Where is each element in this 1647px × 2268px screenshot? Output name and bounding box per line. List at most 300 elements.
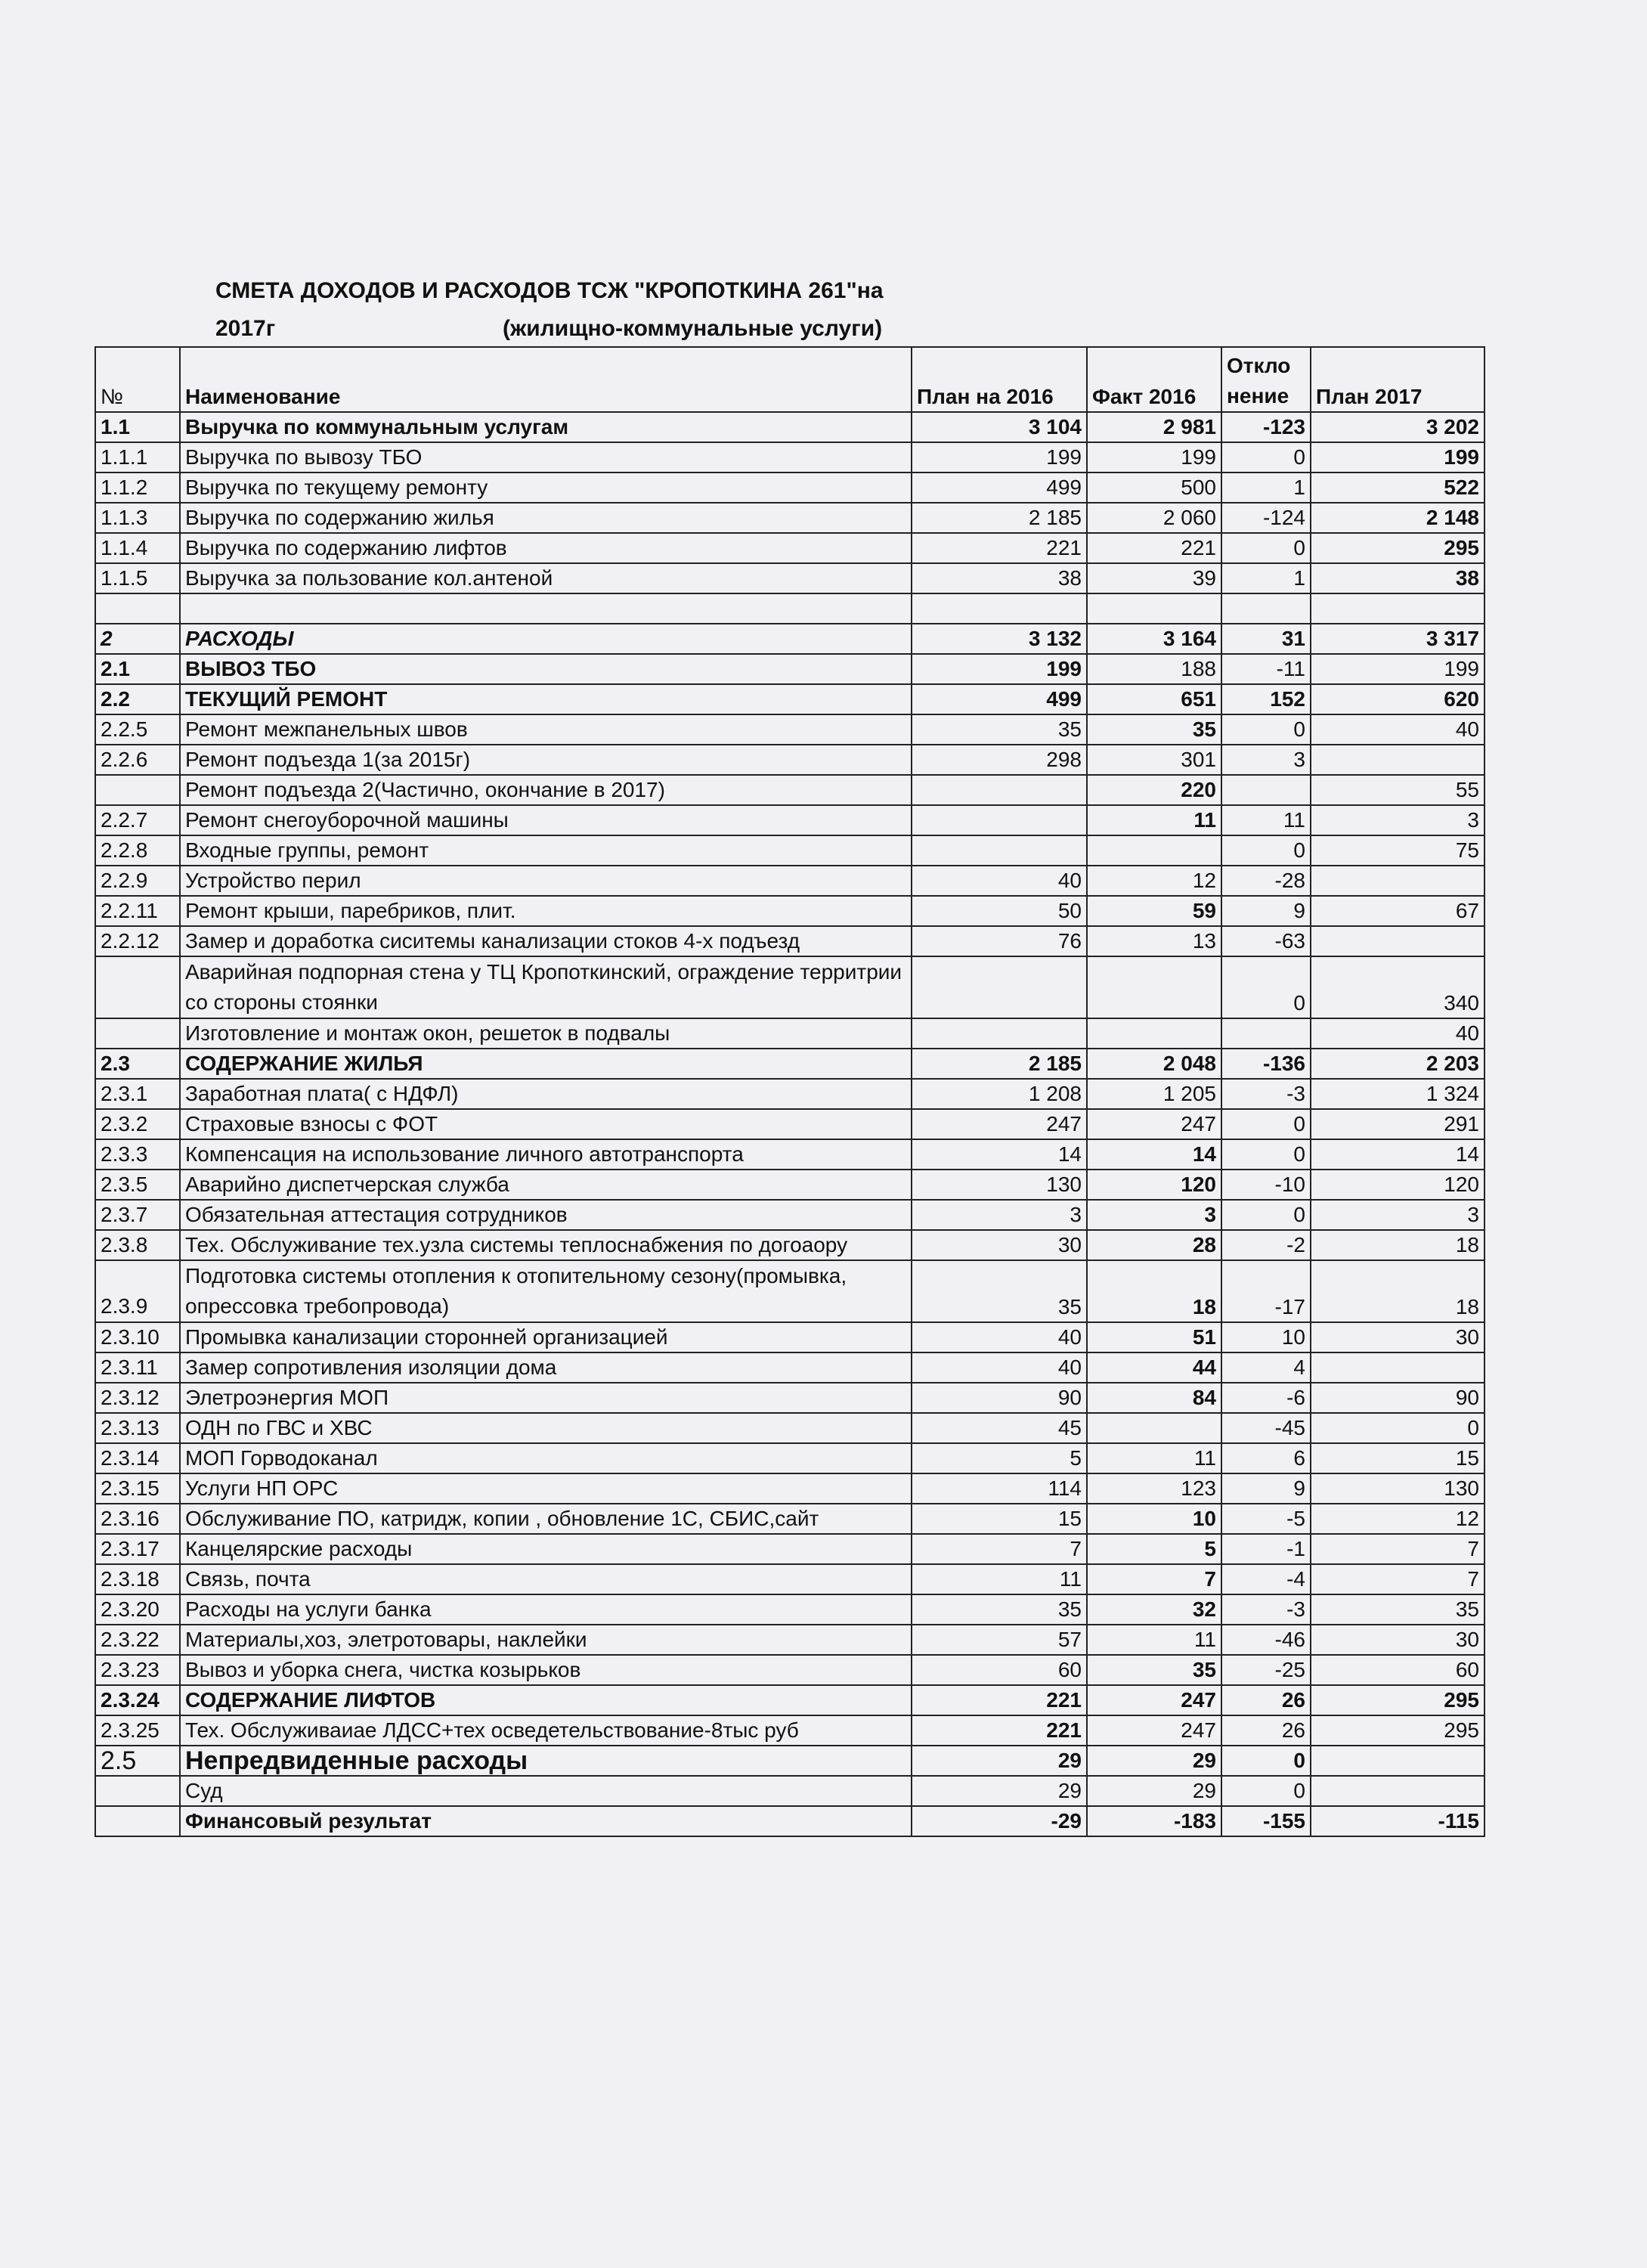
cell-dev: 11 xyxy=(1221,805,1311,835)
table-row xyxy=(95,1625,1484,1655)
cell-fact16: 18 xyxy=(1087,1260,1221,1322)
cell-plan17: 15 xyxy=(1311,1443,1484,1473)
table-row xyxy=(95,956,1484,1018)
cell-plan17: 291 xyxy=(1311,1109,1484,1139)
cell-name: Выручка по текущему ремонту xyxy=(180,472,912,503)
cell-plan16: 1 208 xyxy=(912,1079,1087,1109)
cell-plan16: 76 xyxy=(912,926,1087,956)
table-row xyxy=(95,775,1484,805)
cell-plan17: 1 324 xyxy=(1311,1079,1484,1109)
cell-plan17: 18 xyxy=(1311,1260,1484,1322)
cell-no: 2.3.11 xyxy=(95,1352,180,1383)
table-row xyxy=(95,866,1484,896)
cell-name: Суд xyxy=(180,1776,912,1806)
cell-fact16: 247 xyxy=(1087,1685,1221,1715)
cell-fact16: 11 xyxy=(1087,1625,1221,1655)
cell-name: Выручка за пользование кол.антеной xyxy=(180,563,912,593)
cell-fact16: 51 xyxy=(1087,1322,1221,1352)
cell-fact16: 28 xyxy=(1087,1230,1221,1260)
table-row xyxy=(95,1413,1484,1443)
cell-name: Элетроэнергия МОП xyxy=(180,1383,912,1413)
cell-dev: 0 xyxy=(1221,533,1311,563)
cell-dev: 1 xyxy=(1221,472,1311,503)
cell-dev xyxy=(1221,593,1311,624)
cell-dev xyxy=(1221,775,1311,805)
cell-dev: -3 xyxy=(1221,1079,1311,1109)
cell-plan16: -29 xyxy=(912,1806,1087,1836)
cell-no: 2.3.14 xyxy=(95,1443,180,1473)
cell-no: 2.3.17 xyxy=(95,1534,180,1564)
cell-no xyxy=(95,956,180,1018)
cell-plan17: 620 xyxy=(1311,684,1484,714)
cell-plan16: 50 xyxy=(912,896,1087,926)
cell-no: 2.3.5 xyxy=(95,1170,180,1200)
cell-plan16: 29 xyxy=(912,1776,1087,1806)
cell-dev: 0 xyxy=(1221,714,1311,745)
table-row xyxy=(95,926,1484,956)
cell-name: Канцелярские расходы xyxy=(180,1534,912,1564)
cell-no xyxy=(95,593,180,624)
cell-no: 1.1.5 xyxy=(95,563,180,593)
cell-plan16: 7 xyxy=(912,1534,1087,1564)
table-row xyxy=(95,1715,1484,1746)
cell-plan17: 522 xyxy=(1311,472,1484,503)
cell-no: 2.3.8 xyxy=(95,1230,180,1260)
cell-plan17 xyxy=(1311,1352,1484,1383)
cell-plan16: 3 xyxy=(912,1200,1087,1230)
cell-name xyxy=(180,593,912,624)
cell-plan16: 90 xyxy=(912,1383,1087,1413)
cell-no: 2.3 xyxy=(95,1049,180,1079)
cell-dev: 9 xyxy=(1221,1473,1311,1504)
cell-plan17 xyxy=(1311,866,1484,896)
cell-no xyxy=(95,1018,180,1049)
table-row xyxy=(95,1564,1484,1594)
cell-dev: 0 xyxy=(1221,1746,1311,1776)
cell-no: 2.3.18 xyxy=(95,1564,180,1594)
cell-fact16: 1 205 xyxy=(1087,1079,1221,1109)
cell-plan17: 120 xyxy=(1311,1170,1484,1200)
cell-fact16 xyxy=(1087,1018,1221,1049)
cell-dev: 3 xyxy=(1221,745,1311,775)
cell-plan17: 40 xyxy=(1311,1018,1484,1049)
cell-no: 2.3.9 xyxy=(95,1260,180,1322)
cell-fact16: 220 xyxy=(1087,775,1221,805)
cell-name: Ремонт подъезда 2(Частично, окончание в 2017) xyxy=(180,775,912,805)
cell-plan17: 55 xyxy=(1311,775,1484,805)
cell-plan17: 340 xyxy=(1311,956,1484,1018)
cell-dev: -11 xyxy=(1221,654,1311,684)
table-row xyxy=(95,442,1484,472)
cell-dev: 0 xyxy=(1221,835,1311,866)
cell-name: Ремонт межпанельных швов xyxy=(180,714,912,745)
cell-no: 2.3.2 xyxy=(95,1109,180,1139)
cell-dev: 6 xyxy=(1221,1443,1311,1473)
cell-plan17 xyxy=(1311,745,1484,775)
cell-dev: -5 xyxy=(1221,1504,1311,1534)
cell-plan16: 11 xyxy=(912,1564,1087,1594)
cell-fact16: 12 xyxy=(1087,866,1221,896)
table-row xyxy=(95,1260,1484,1322)
table-row xyxy=(95,896,1484,926)
cell-name: Обязательная аттестация сотрудников xyxy=(180,1200,912,1230)
cell-plan16: 38 xyxy=(912,563,1087,593)
table-row xyxy=(95,1018,1484,1049)
table-row xyxy=(95,563,1484,593)
table-row xyxy=(95,714,1484,745)
cell-no: 2.3.16 xyxy=(95,1504,180,1534)
cell-plan17 xyxy=(1311,926,1484,956)
table-row xyxy=(95,1534,1484,1564)
table-row xyxy=(95,805,1484,835)
cell-name: Тех. Обслуживание тех.узла системы теплоснабжения по догоаору xyxy=(180,1230,912,1260)
cell-plan17: 60 xyxy=(1311,1655,1484,1685)
cell-no: 2.2.12 xyxy=(95,926,180,956)
cell-dev: 0 xyxy=(1221,1109,1311,1139)
cell-name: Выручка по содержанию лифтов xyxy=(180,533,912,563)
cell-dev: 0 xyxy=(1221,442,1311,472)
cell-name: Ремонт снегоуборочной машины xyxy=(180,805,912,835)
cell-plan16: 40 xyxy=(912,866,1087,896)
cell-no: 2 xyxy=(95,624,180,654)
cell-no: 2.3.23 xyxy=(95,1655,180,1685)
cell-dev: -46 xyxy=(1221,1625,1311,1655)
cell-plan16: 14 xyxy=(912,1139,1087,1170)
cell-name: Устройство перил xyxy=(180,866,912,896)
cell-name: Изготовление и монтаж окон, решеток в подвалы xyxy=(180,1018,912,1049)
cell-plan17: 3 xyxy=(1311,1200,1484,1230)
cell-plan17: 7 xyxy=(1311,1564,1484,1594)
cell-fact16: 2 048 xyxy=(1087,1049,1221,1079)
cell-no: 2.3.20 xyxy=(95,1594,180,1625)
table-row xyxy=(95,1806,1484,1836)
cell-no: 2.2.6 xyxy=(95,745,180,775)
table-row xyxy=(95,412,1484,442)
cell-plan16: 499 xyxy=(912,684,1087,714)
cell-no: 2.3.15 xyxy=(95,1473,180,1504)
cell-plan17 xyxy=(1311,1746,1484,1776)
cell-name: Ремонт крыши, паребриков, плит. xyxy=(180,896,912,926)
cell-name: Компенсация на использование личного автотранспорта xyxy=(180,1139,912,1170)
document-title: СМЕТА ДОХОДОВ И РАСХОДОВ ТСЖ "КРОПОТКИНА 261"на xyxy=(215,278,884,303)
table-row xyxy=(95,1170,1484,1200)
cell-plan16: 40 xyxy=(912,1352,1087,1383)
cell-plan16: 130 xyxy=(912,1170,1087,1200)
cell-no: 2.2.7 xyxy=(95,805,180,835)
cell-plan16 xyxy=(912,956,1087,1018)
cell-no: 2.3.12 xyxy=(95,1383,180,1413)
cell-plan17: 12 xyxy=(1311,1504,1484,1534)
cell-plan17: 30 xyxy=(1311,1625,1484,1655)
cell-name: МОП Горводоканал xyxy=(180,1443,912,1473)
cell-fact16: 3 xyxy=(1087,1200,1221,1230)
cell-plan17 xyxy=(1311,1776,1484,1806)
header-name: Наименование xyxy=(180,347,912,412)
cell-plan16: 499 xyxy=(912,472,1087,503)
cell-name: Расходы на услуги банка xyxy=(180,1594,912,1625)
cell-plan17: 90 xyxy=(1311,1383,1484,1413)
cell-plan17: 30 xyxy=(1311,1322,1484,1352)
cell-fact16 xyxy=(1087,956,1221,1018)
cell-plan16: 221 xyxy=(912,1715,1087,1746)
cell-plan16: 114 xyxy=(912,1473,1087,1504)
cell-plan17: 3 xyxy=(1311,805,1484,835)
cell-plan16: 3 104 xyxy=(912,412,1087,442)
cell-name: Ремонт подъезда 1(за 2015г) xyxy=(180,745,912,775)
header-fact-2016: Факт 2016 xyxy=(1087,347,1221,412)
cell-plan16: 2 185 xyxy=(912,1049,1087,1079)
cell-name: ТЕКУЩИЙ РЕМОНТ xyxy=(180,684,912,714)
cell-no: 1.1.1 xyxy=(95,442,180,472)
table-row xyxy=(95,472,1484,503)
cell-fact16: 301 xyxy=(1087,745,1221,775)
header-plan-2016: План на 2016 xyxy=(912,347,1087,412)
cell-fact16: 84 xyxy=(1087,1383,1221,1413)
cell-fact16: 2 981 xyxy=(1087,412,1221,442)
cell-plan16: 30 xyxy=(912,1230,1087,1260)
cell-plan16 xyxy=(912,775,1087,805)
budget-table xyxy=(94,346,1485,1837)
cell-name: Промывка канализации сторонней организацией xyxy=(180,1322,912,1352)
table-row xyxy=(95,1655,1484,1685)
cell-plan17: 38 xyxy=(1311,563,1484,593)
cell-name: Выручка по содержанию жилья xyxy=(180,503,912,533)
cell-fact16: 3 164 xyxy=(1087,624,1221,654)
cell-fact16: 39 xyxy=(1087,563,1221,593)
table-row xyxy=(95,1322,1484,1352)
table-header-row xyxy=(95,347,1484,412)
cell-fact16: 7 xyxy=(1087,1564,1221,1594)
cell-plan17: 14 xyxy=(1311,1139,1484,1170)
cell-plan17: 3 317 xyxy=(1311,624,1484,654)
cell-no: 2.3.10 xyxy=(95,1322,180,1352)
cell-plan16: 3 132 xyxy=(912,624,1087,654)
cell-no: 2.5 xyxy=(95,1746,180,1776)
cell-name: Вывоз и уборка снега, чистка козырьков xyxy=(180,1655,912,1685)
cell-fact16: 199 xyxy=(1087,442,1221,472)
cell-dev: 26 xyxy=(1221,1715,1311,1746)
header-deviation: Откло нение xyxy=(1221,347,1311,412)
cell-dev: -17 xyxy=(1221,1260,1311,1322)
cell-fact16: 44 xyxy=(1087,1352,1221,1383)
cell-dev: -155 xyxy=(1221,1806,1311,1836)
cell-dev: 0 xyxy=(1221,1776,1311,1806)
cell-fact16: 29 xyxy=(1087,1746,1221,1776)
cell-no: 2.2.5 xyxy=(95,714,180,745)
cell-name: Подготовка системы отопления к отопительному сезону(промывка, опрессовка требопровода) xyxy=(180,1260,912,1322)
cell-plan16: 199 xyxy=(912,654,1087,684)
table-row xyxy=(95,1776,1484,1806)
table-row xyxy=(95,503,1484,533)
table-row xyxy=(95,1473,1484,1504)
cell-no xyxy=(95,775,180,805)
table-row xyxy=(95,1352,1484,1383)
cell-dev: -28 xyxy=(1221,866,1311,896)
cell-plan16: 60 xyxy=(912,1655,1087,1685)
cell-fact16: 35 xyxy=(1087,1655,1221,1685)
cell-fact16: 11 xyxy=(1087,805,1221,835)
table-row xyxy=(95,1079,1484,1109)
cell-plan16: 247 xyxy=(912,1109,1087,1139)
cell-plan17: 7 xyxy=(1311,1534,1484,1564)
cell-no: 1.1.3 xyxy=(95,503,180,533)
cell-fact16: 29 xyxy=(1087,1776,1221,1806)
cell-dev: 9 xyxy=(1221,896,1311,926)
cell-name: Выручка по вывозу ТБО xyxy=(180,442,912,472)
cell-plan16: 5 xyxy=(912,1443,1087,1473)
table-row xyxy=(95,1383,1484,1413)
cell-name: ОДН по ГВС и ХВС xyxy=(180,1413,912,1443)
cell-fact16: 35 xyxy=(1087,714,1221,745)
cell-no xyxy=(95,1776,180,1806)
cell-dev: 4 xyxy=(1221,1352,1311,1383)
cell-plan16: 29 xyxy=(912,1746,1087,1776)
document-subtitle: (жилищно-коммунальные услуги) xyxy=(503,316,883,341)
document-title-year: 2017г xyxy=(215,316,276,341)
cell-no: 2.3.24 xyxy=(95,1685,180,1715)
cell-plan16: 221 xyxy=(912,533,1087,563)
table-row xyxy=(95,1685,1484,1715)
cell-fact16: 11 xyxy=(1087,1443,1221,1473)
cell-no: 2.3.22 xyxy=(95,1625,180,1655)
table-row xyxy=(95,1504,1484,1534)
cell-fact16: 13 xyxy=(1087,926,1221,956)
header-no: № xyxy=(95,347,180,412)
cell-fact16: 500 xyxy=(1087,472,1221,503)
table-row xyxy=(95,593,1484,624)
cell-plan16 xyxy=(912,1018,1087,1049)
cell-plan17: 2 203 xyxy=(1311,1049,1484,1079)
cell-fact16 xyxy=(1087,1413,1221,1443)
cell-name: Обслуживание ПО, катридж, копии , обновление 1С, СБИС,сайт xyxy=(180,1504,912,1534)
cell-no: 2.2.11 xyxy=(95,896,180,926)
cell-fact16 xyxy=(1087,593,1221,624)
cell-plan17: 199 xyxy=(1311,442,1484,472)
cell-plan17: 0 xyxy=(1311,1413,1484,1443)
cell-fact16: 5 xyxy=(1087,1534,1221,1564)
cell-plan17: 295 xyxy=(1311,1715,1484,1746)
cell-no: 1.1.4 xyxy=(95,533,180,563)
cell-no: 2.2.8 xyxy=(95,835,180,866)
cell-no: 1.1.2 xyxy=(95,472,180,503)
cell-name: Страховые взносы с ФОТ xyxy=(180,1109,912,1139)
cell-dev: -124 xyxy=(1221,503,1311,533)
cell-plan17: 3 202 xyxy=(1311,412,1484,442)
cell-no: 2.1 xyxy=(95,654,180,684)
cell-dev: -136 xyxy=(1221,1049,1311,1079)
cell-fact16: 10 xyxy=(1087,1504,1221,1534)
table-row xyxy=(95,654,1484,684)
cell-dev: -1 xyxy=(1221,1534,1311,1564)
cell-plan17: 75 xyxy=(1311,835,1484,866)
cell-name: Непредвиденные расходы xyxy=(180,1746,912,1776)
cell-name: Тех. Обслуживаиае ЛДСС+тех осведетельствование-8тыс руб xyxy=(180,1715,912,1746)
cell-fact16: 247 xyxy=(1087,1715,1221,1746)
table-row xyxy=(95,1746,1484,1776)
cell-name: Замер сопротивления изоляции дома xyxy=(180,1352,912,1383)
cell-plan17: 295 xyxy=(1311,1685,1484,1715)
cell-fact16: 123 xyxy=(1087,1473,1221,1504)
cell-no: 2.3.7 xyxy=(95,1200,180,1230)
cell-plan17: 35 xyxy=(1311,1594,1484,1625)
cell-name: Заработная плата( с НДФЛ) xyxy=(180,1079,912,1109)
cell-dev: 31 xyxy=(1221,624,1311,654)
cell-name: СОДЕРЖАНИЕ ЛИФТОВ xyxy=(180,1685,912,1715)
cell-no: 2.3.3 xyxy=(95,1139,180,1170)
cell-dev: -10 xyxy=(1221,1170,1311,1200)
cell-plan16: 35 xyxy=(912,1594,1087,1625)
table-row xyxy=(95,1230,1484,1260)
cell-dev: 152 xyxy=(1221,684,1311,714)
cell-dev: 10 xyxy=(1221,1322,1311,1352)
cell-dev: -6 xyxy=(1221,1383,1311,1413)
cell-dev: -4 xyxy=(1221,1564,1311,1594)
cell-dev: -123 xyxy=(1221,412,1311,442)
cell-dev: 0 xyxy=(1221,956,1311,1018)
cell-fact16: 59 xyxy=(1087,896,1221,926)
table-row xyxy=(95,1109,1484,1139)
cell-dev xyxy=(1221,1018,1311,1049)
cell-dev: -2 xyxy=(1221,1230,1311,1260)
cell-fact16: 2 060 xyxy=(1087,503,1221,533)
cell-no: 2.3.25 xyxy=(95,1715,180,1746)
cell-fact16: 120 xyxy=(1087,1170,1221,1200)
cell-dev: -3 xyxy=(1221,1594,1311,1625)
cell-plan16: 45 xyxy=(912,1413,1087,1443)
cell-plan17 xyxy=(1311,593,1484,624)
cell-plan16 xyxy=(912,835,1087,866)
cell-dev: -63 xyxy=(1221,926,1311,956)
cell-dev: 1 xyxy=(1221,563,1311,593)
cell-name: Материалы,хоз, элетротовары, наклейки xyxy=(180,1625,912,1655)
cell-dev: -25 xyxy=(1221,1655,1311,1685)
cell-name: Аварийная подпорная стена у ТЦ Кропоткинский, ограждение территрии со стороны стоянки xyxy=(180,956,912,1018)
cell-no xyxy=(95,1806,180,1836)
table-row xyxy=(95,835,1484,866)
header-plan-2017: План 2017 xyxy=(1311,347,1484,412)
cell-plan16: 199 xyxy=(912,442,1087,472)
cell-name: Входные группы, ремонт xyxy=(180,835,912,866)
table-row xyxy=(95,1139,1484,1170)
cell-plan16 xyxy=(912,805,1087,835)
cell-plan16: 35 xyxy=(912,714,1087,745)
cell-plan16 xyxy=(912,593,1087,624)
cell-dev: 26 xyxy=(1221,1685,1311,1715)
cell-plan16: 57 xyxy=(912,1625,1087,1655)
cell-plan17: 2 148 xyxy=(1311,503,1484,533)
cell-dev: 0 xyxy=(1221,1139,1311,1170)
cell-plan17: 40 xyxy=(1311,714,1484,745)
cell-plan17: 295 xyxy=(1311,533,1484,563)
cell-name: Финансовый результат xyxy=(180,1806,912,1836)
cell-no: 2.2 xyxy=(95,684,180,714)
table-row xyxy=(95,533,1484,563)
cell-dev: -45 xyxy=(1221,1413,1311,1443)
cell-fact16: 32 xyxy=(1087,1594,1221,1625)
cell-plan17: 67 xyxy=(1311,896,1484,926)
cell-name: Выручка по коммунальным услугам xyxy=(180,412,912,442)
cell-fact16: 14 xyxy=(1087,1139,1221,1170)
cell-fact16: 188 xyxy=(1087,654,1221,684)
cell-plan16: 35 xyxy=(912,1260,1087,1322)
cell-fact16: 221 xyxy=(1087,533,1221,563)
cell-plan16: 298 xyxy=(912,745,1087,775)
cell-fact16: 651 xyxy=(1087,684,1221,714)
table-row xyxy=(95,624,1484,654)
cell-name: Услуги НП ОРС xyxy=(180,1473,912,1504)
cell-plan16: 221 xyxy=(912,1685,1087,1715)
cell-plan17: -115 xyxy=(1311,1806,1484,1836)
